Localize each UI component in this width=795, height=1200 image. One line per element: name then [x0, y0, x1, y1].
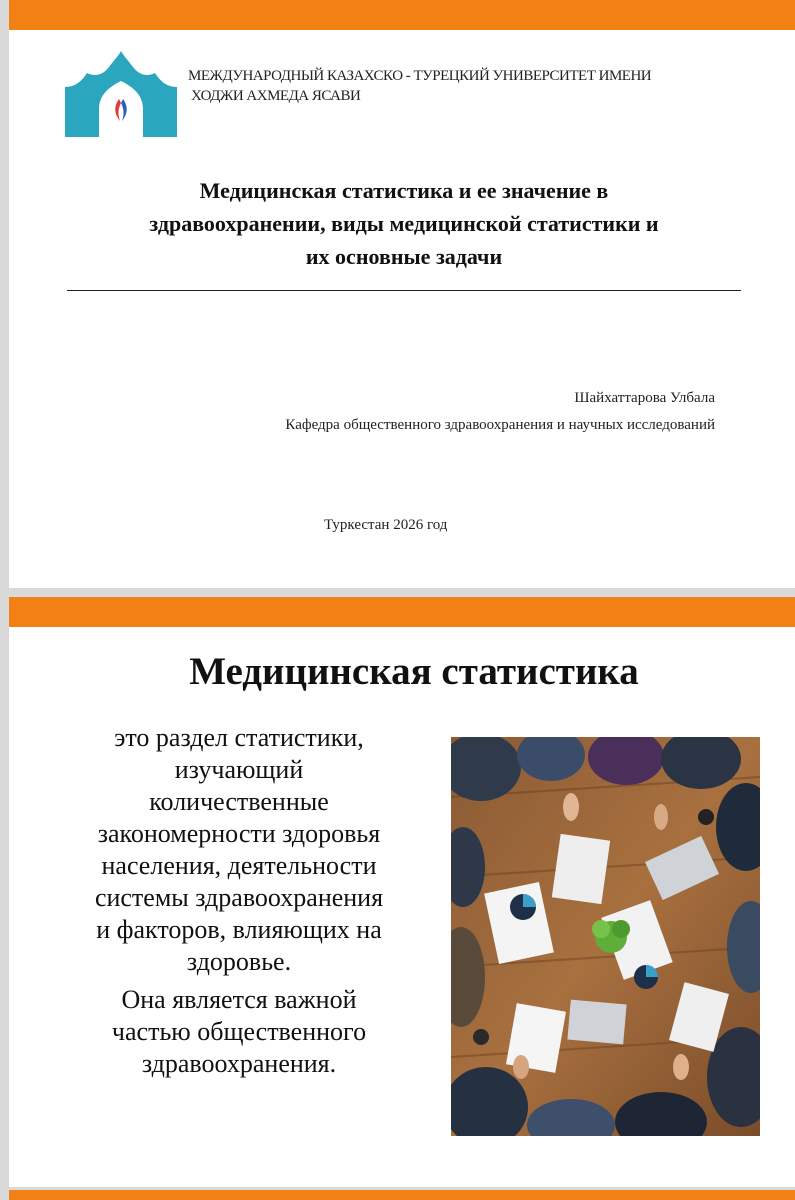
- title-line-2: здравоохранении, виды медицинской статистики и: [149, 211, 659, 236]
- title-line-1: Медицинская статистика и ее значение в: [199, 178, 609, 203]
- author-name: Шайхаттарова Улбала: [574, 390, 715, 406]
- title-slide: [9, 0, 795, 588]
- definition-line: это раздел статистики,: [114, 723, 364, 752]
- definition-line: изучающий: [174, 755, 304, 784]
- slide-header-bar: [9, 1190, 795, 1200]
- definition-line: закономерности здоровья: [97, 819, 381, 848]
- department-name: Кафедра общественного здравоохранения и научных исследований: [285, 417, 715, 433]
- definition-line: и факторов, влияющих на: [96, 915, 382, 944]
- slide-title: Медицинская статистика: [189, 650, 639, 693]
- university-name: [188, 66, 748, 106]
- definition-line: количественные: [149, 787, 329, 816]
- note-paragraph: [49, 984, 429, 1080]
- definition-line: системы здравоохранения: [94, 883, 384, 912]
- presentation-title: [69, 174, 739, 273]
- definition-slide: [9, 597, 795, 1187]
- note-line: Она является важной: [121, 985, 357, 1014]
- definition-text: [49, 722, 429, 1080]
- definition-paragraph: [49, 722, 429, 978]
- definition-line: населения, деятельности: [101, 851, 377, 880]
- note-line: здравоохранения.: [141, 1049, 337, 1078]
- next-slide: [9, 1190, 795, 1200]
- note-line: частью общественного: [111, 1017, 367, 1046]
- slide-header-bar: [9, 597, 795, 627]
- definition-line: здоровье.: [186, 947, 292, 976]
- university-name-line-1: МЕЖДУНАРОДНЫЙ КАЗАХСКО - ТУРЕЦКИЙ УНИВЕРСИТЕТ ИМЕНИ: [188, 68, 652, 84]
- city-year: Туркестан 2026 год: [324, 517, 448, 533]
- university-name-line-2: ХОДЖИ АХМЕДА ЯСАВИ: [191, 88, 361, 104]
- title-line-3: их основные задачи: [305, 244, 503, 269]
- slide-header-bar: [9, 0, 795, 30]
- title-divider: [67, 290, 741, 291]
- university-arch-flame-logo: [65, 51, 177, 137]
- team-meeting-photo: [451, 737, 760, 1136]
